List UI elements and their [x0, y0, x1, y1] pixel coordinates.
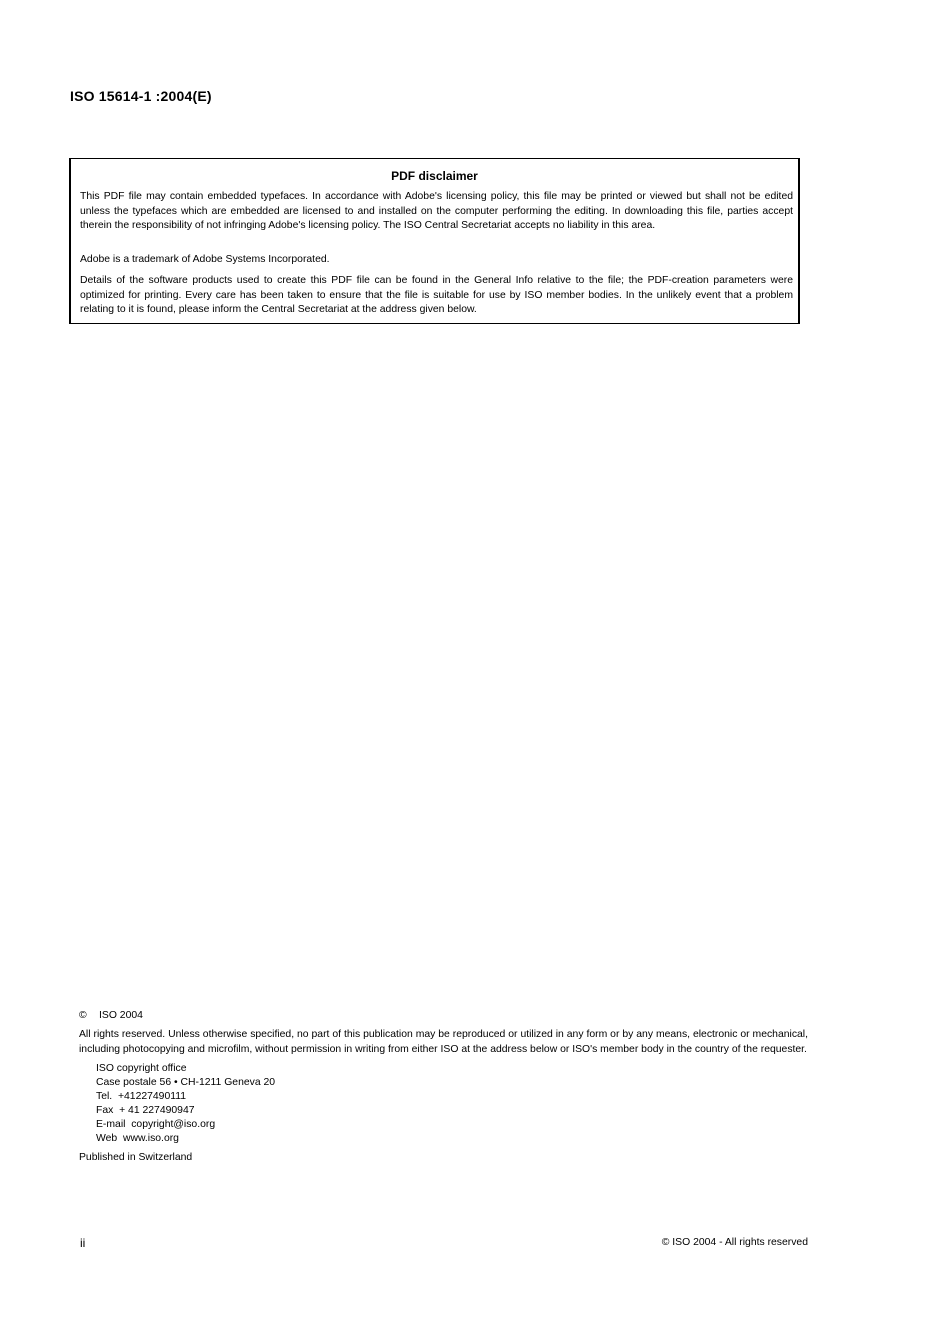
copyright-year: ISO 2004	[99, 1010, 143, 1021]
address-email: E-mail copyright@iso.org	[96, 1119, 216, 1130]
disclaimer-paragraph-software: Details of the software products used to create this PDF file can be found in the General Info relative to the file; the PDF-creation parameters were optimized for printing. Every care has been taken to ensure that the file is suitable for use by ISO member bodies. In the unlikely event that a problem relating to it is found, please inform the Central Secretariat at the address given below.	[80, 275, 793, 316]
disclaimer-title: PDF disclaimer	[391, 169, 478, 183]
document-id: ISO 15614-1 :2004(E)	[70, 88, 212, 104]
footer-copyright: © ISO 2004 - All rights reserved	[661, 1237, 808, 1248]
pdf-disclaimer-box	[69, 158, 800, 324]
disclaimer-paragraph-trademark: Adobe is a trademark of Adobe Systems Incorporated.	[80, 254, 330, 265]
disclaimer-paragraph-typefaces: This PDF file may contain embedded typefaces. In accordance with Adobe's licensing policy, this file may be printed or viewed but shall not be edited unless the typefaces which are embedded are licensed to and installed on the computer performing the editing. In downloading this file, parties accept therein the responsibility of not infringing Adobe's licensing policy. The ISO Central Secretariat accepts no liability in this area.	[80, 191, 793, 232]
address-postal: Case postale 56 • CH-1211 Geneva 20	[96, 1077, 276, 1088]
copyright-notice	[79, 1009, 808, 1023]
copyright-office-address	[96, 1062, 808, 1146]
published-location: Published in Switzerland	[79, 1152, 193, 1163]
address-web: Web www.iso.org	[96, 1133, 179, 1144]
page-number: ii	[80, 1236, 86, 1250]
address-phone: Tel. +41227490111	[96, 1091, 187, 1102]
address-office-name: ISO copyright office	[96, 1063, 187, 1074]
rights-reserved-text: All rights reserved. Unless otherwise specified, no part of this publication may be reproduced or utilized in any form or by any means, electronic or mechanical, including photocopying and microfilm, without permission in writing from either ISO at the address below or ISO's member body in the country of the requester.	[79, 1029, 808, 1055]
copyright-block	[79, 1009, 808, 1165]
address-fax: Fax + 41 227490947	[96, 1105, 195, 1116]
copyright-symbol: ©	[79, 1010, 87, 1021]
